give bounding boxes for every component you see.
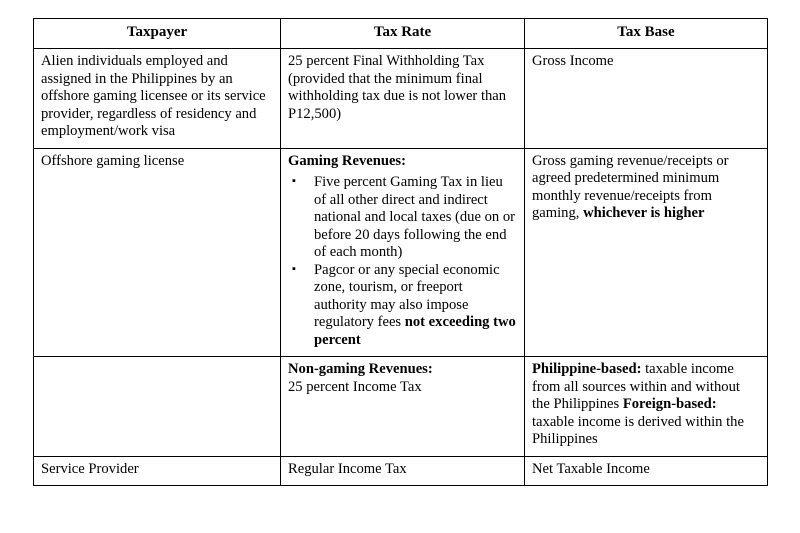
cell-tax-rate-3 xyxy=(281,357,525,457)
gaming-revenues-heading: Gaming Revenues: xyxy=(288,152,406,169)
list-item-emphasis: not exceeding two percent xyxy=(314,314,516,348)
column-header-tax-rate: Tax Rate xyxy=(281,19,525,49)
cell-text: Offshore gaming license xyxy=(41,152,185,169)
cell-tax-base-4 xyxy=(525,456,768,486)
cell-text: Alien individuals employed and assigned in the Philippines by an offshore gaming licensee or its service provider, regardless of residency and employment/work visa xyxy=(41,53,266,139)
tax-table xyxy=(33,18,768,486)
cell-taxpayer-1 xyxy=(34,49,281,149)
list-item xyxy=(288,262,517,350)
bullet-icon: ▪ xyxy=(292,175,296,187)
cell-text: Regular Income Tax xyxy=(288,460,407,477)
foreign-based-label: Foreign-based: xyxy=(622,396,717,412)
cell-taxpayer-3 xyxy=(34,357,281,457)
table-row xyxy=(34,456,768,486)
philippine-based-label: Philippine-based: xyxy=(532,361,642,377)
cell-tax-rate-4 xyxy=(281,456,525,486)
cell-text: Gross gaming revenue/receipts or agreed predetermined minimum monthly revenue/receipts from gaming, xyxy=(532,152,729,221)
cell-text-emphasis: whichever is higher xyxy=(583,205,705,221)
cell-tax-base-3 xyxy=(525,357,768,457)
column-header-taxpayer: Taxpayer xyxy=(34,19,281,49)
table-row xyxy=(34,49,768,149)
table-header xyxy=(34,19,768,49)
cell-text: 25 percent Final Withholding Tax (provided that the minimum final withholding tax due is not lower than P12,500) xyxy=(288,53,507,122)
table-row xyxy=(34,357,768,457)
cell-taxpayer-2 xyxy=(34,148,281,357)
cell-text: 25 percent Income Tax xyxy=(288,378,422,395)
tax-table-container xyxy=(33,18,767,486)
philippine-based-text: taxable income from all sources within and without the Philippines xyxy=(532,361,740,412)
cell-tax-rate-1 xyxy=(281,49,525,149)
cell-tax-base-2 xyxy=(525,148,768,357)
cell-tax-base-1 xyxy=(525,49,768,149)
table-body xyxy=(34,49,768,486)
cell-taxpayer-4 xyxy=(34,456,281,486)
table-row xyxy=(34,148,768,357)
list-item xyxy=(288,174,517,262)
cell-text: Net Taxable Income xyxy=(532,460,650,477)
table-header-row xyxy=(34,19,768,49)
list-item-text: Five percent Gaming Tax in lieu of all other direct and indirect national and local taxes (due on or before 20 days following the end of each month) xyxy=(314,174,515,260)
cell-text: Gross Income xyxy=(532,53,614,69)
cell-tax-rate-2 xyxy=(281,148,525,357)
gaming-revenues-bullet-list xyxy=(288,174,517,349)
foreign-based-text: taxable income is derived within the Philippines xyxy=(532,413,744,447)
list-item-text: Pagcor or any special economic zone, tourism, or freeport authority may also impose regulatory fees xyxy=(314,261,500,330)
cell-text: Service Provider xyxy=(41,460,139,477)
column-header-tax-base: Tax Base xyxy=(525,19,768,49)
non-gaming-revenues-heading: Non-gaming Revenues: xyxy=(288,361,433,377)
bullet-icon: ▪ xyxy=(292,262,296,275)
